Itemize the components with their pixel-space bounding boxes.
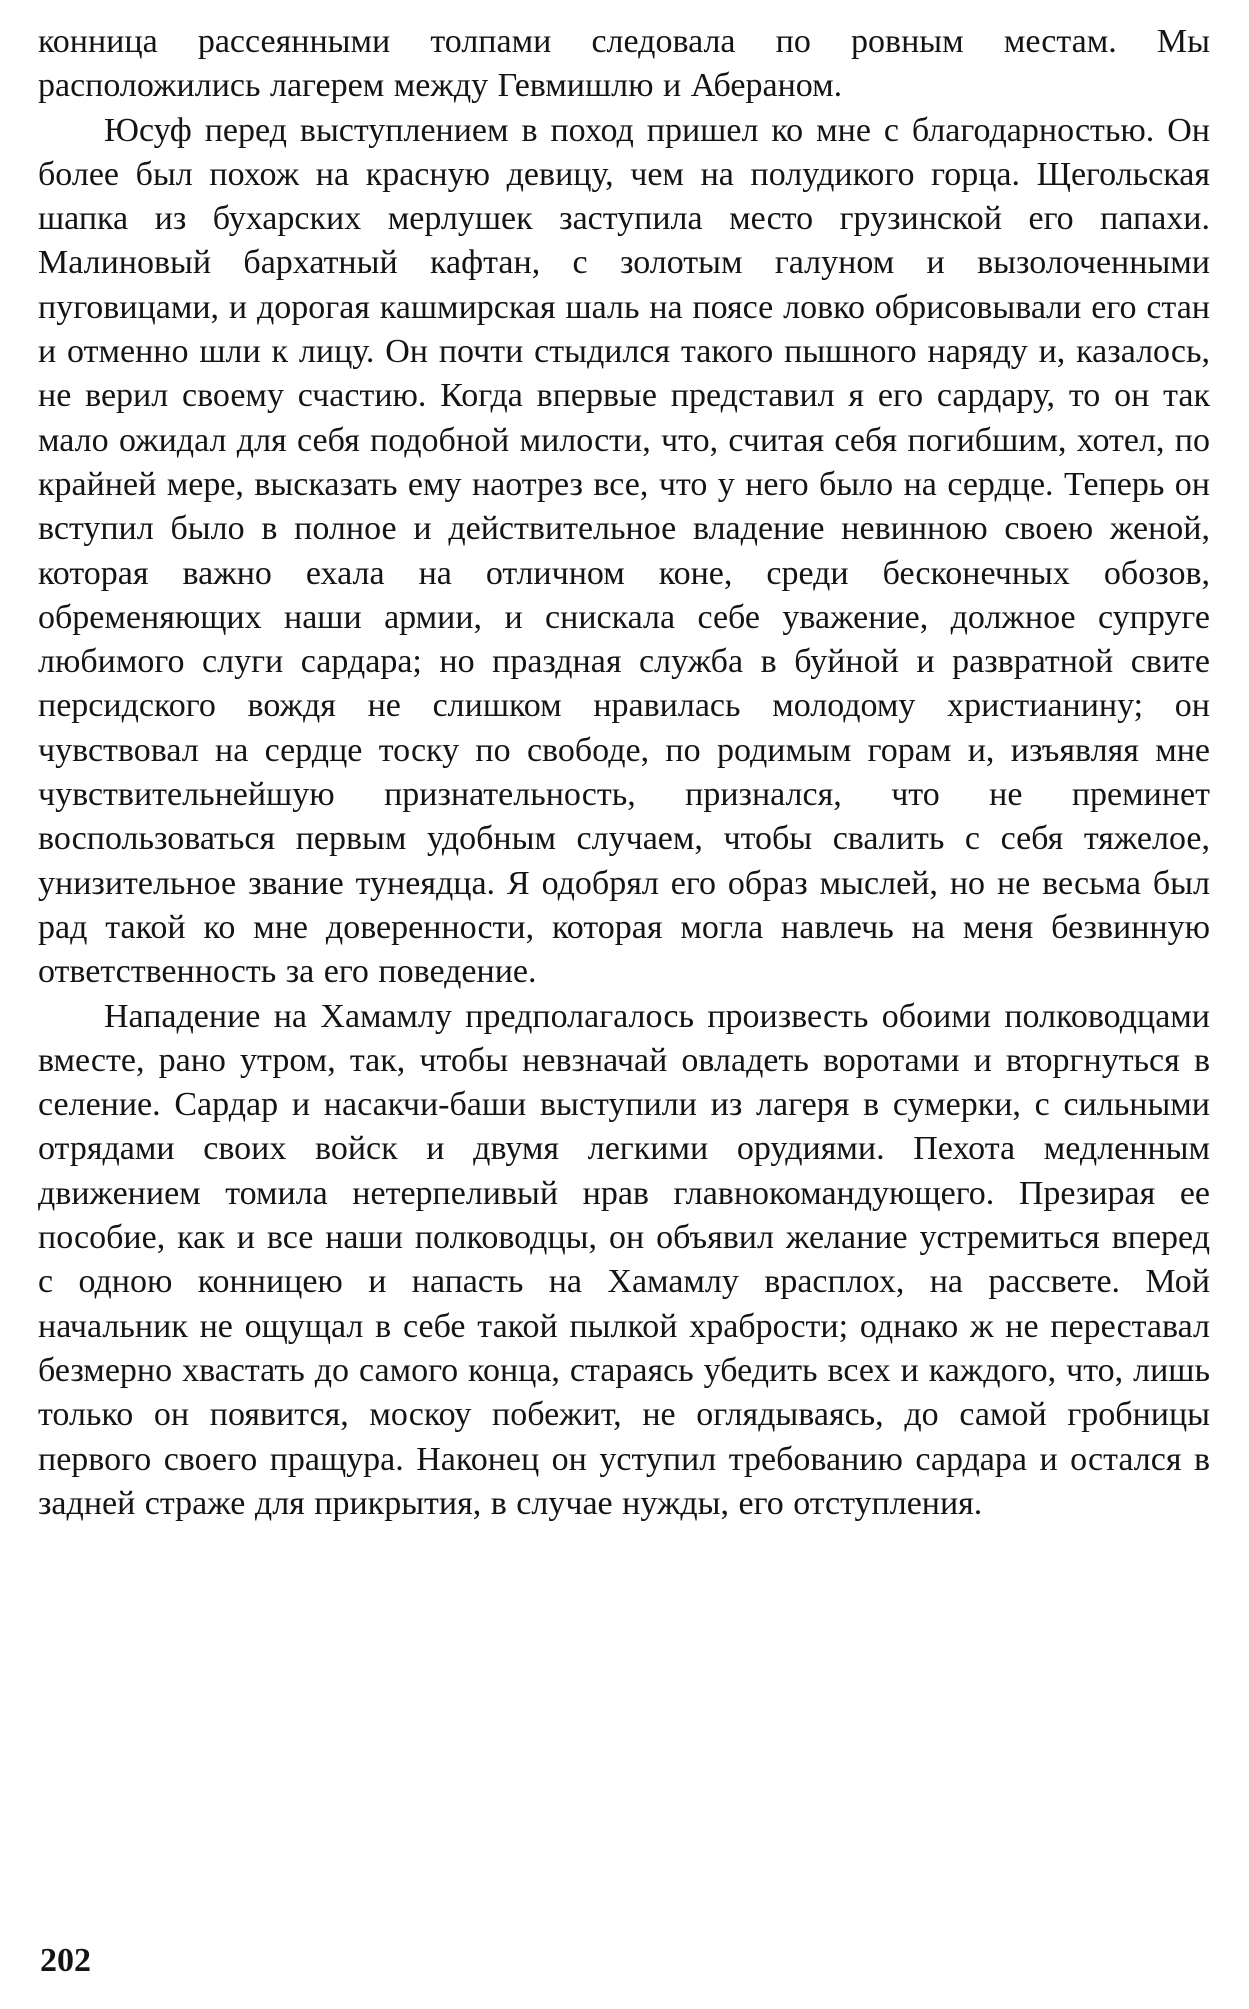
paragraph-continuation: конница рассеянными толпами следовала по ровным местам. Мы расположились лагерем между Гевмишлю и Абераном. — [38, 23, 1210, 105]
paragraph-attack: Нападение на Хамамлу предполагалось произвесть обоими полководцами вместе, рано утром, так, чтобы невзначай овладеть воротами и вторгнуться в селение. Сардар и насакчи-баши выступили из лагеря в сумерки, с сильными отрядами своих войск и двумя легкими орудиями. Пехота медленным движением томила нетерпеливый нрав главнокомандующего. Презирая ее пособие, как и все наши полководцы, он объявил желание устремиться вперед с одною конницею и напасть на Хамамлу врасплох, на рассвете. Мой начальник не ощущал в себе такой пылкой храбрости; однако ж не переставал безмерно хвастать до самого конца, стараясь убедить всех и каждого, что, лишь только он появится, москоу побежит, не оглядываясь, до самой гробницы первого своего пращура. Наконец он уступил требованию сардара и остался в задней страже для прикрытия, в случае нужды, его отступления. — [38, 997, 1210, 1522]
page-body — [38, 20, 1210, 1526]
paragraph-yusuf: Юсуф перед выступлением в поход пришел ко мне с благодарностью. Он более был похож на красную девицу, чем на полудикого горца. Щегольская шапка из бухарских мерлушек заступила место грузинской его папахи. Малиновый бархатный кафтан, с золотым галуном и вызолоченными пуговицами, и дорогая кашмирская шаль на поясе ловко обрисовывали его стан и отменно шли к лицу. Он почти стыдился такого пышного наряду и, казалось, не верил своему счастию. Когда впервые представил я его сардару, то он так мало ожидал для себя подобной милости, что, считая себя погибшим, хотел, по крайней мере, высказать ему наотрез все, что у него было на сердце. Теперь он вступил было в полное и действительное владение невинною своею женой, которая важно ехала на отличном коне, среди бесконечных обозов, обременяющих наши армии, и снискала себе уважение, должное супруге любимого слуги сардара; но праздная служба в буйной и развратной свите персидского вождя не слишком нравилась молодому христианину; он чувствовал на сердце тоску по свободе, по родимым горам и, изъявляя мне чувствительнейшую признательность, признался, что не преминет воспользоваться первым удобным случаем, чтобы свалить с себя тяжелое, унизительное звание тунеядца. Я одобрял его образ мыслей, но не весьма был рад такой ко мне доверенности, которая могла навлечь на меня безвинную ответственность за его поведение. — [38, 111, 1210, 991]
page-number: 202 — [40, 1942, 91, 1979]
